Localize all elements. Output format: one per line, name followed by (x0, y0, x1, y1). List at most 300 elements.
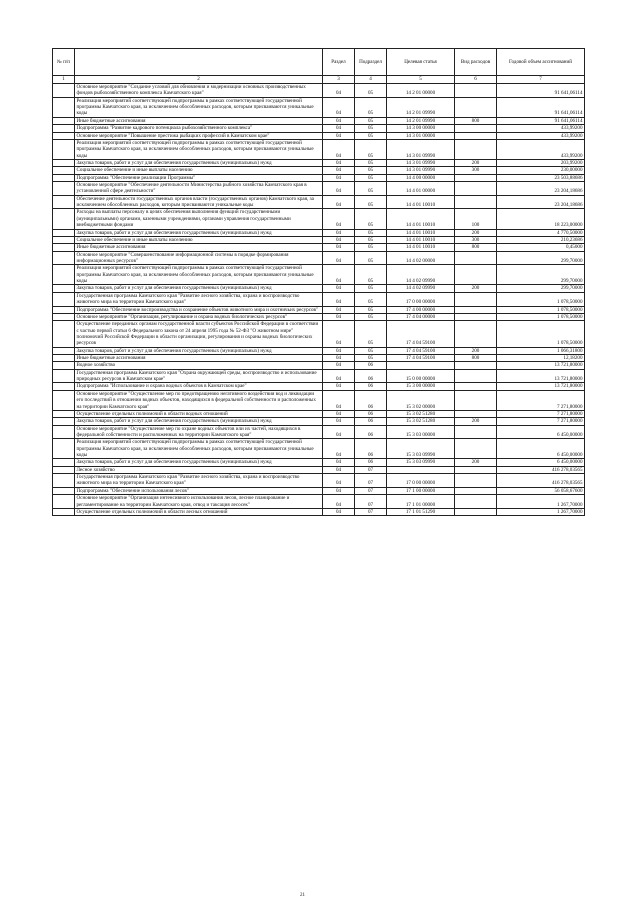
cell-expense-type: 200 (455, 347, 497, 354)
cell-expense-type (455, 474, 497, 488)
cell-name: Лесное хозяйство (75, 466, 323, 473)
cell-num (53, 362, 75, 369)
cell-section: 04 (323, 383, 355, 390)
column-number: 5 (387, 76, 455, 84)
cell-num (53, 265, 75, 285)
cell-expense-type (455, 251, 497, 265)
cell-expense-type: 100 (455, 209, 497, 229)
cell-amount: 416 278,03565 (497, 466, 585, 473)
cell-section: 04 (323, 390, 355, 410)
cell-amount: 13 721,80000 (497, 369, 585, 383)
table-row (53, 508, 585, 515)
cell-expense-type (455, 321, 497, 347)
cell-subsection: 05 (355, 244, 387, 251)
cell-article: 14 4 00 00000 (387, 174, 455, 181)
table-row (53, 182, 585, 196)
cell-section: 04 (323, 97, 355, 117)
cell-amount: 433,99200 (497, 125, 585, 132)
cell-subsection: 05 (355, 174, 387, 181)
cell-section: 04 (323, 132, 355, 139)
cell-subsection: 06 (355, 418, 387, 425)
cell-name: Реализация мероприятий соответствующей подпрограммы в рамках соответствующей государственной программы Камчатского края, за исключением обособленных расходов, которым присваиваются уникальные коды (75, 439, 323, 459)
cell-subsection: 07 (355, 474, 387, 488)
cell-amount: 7 271,80000 (497, 410, 585, 417)
cell-amount: 0,45000 (497, 244, 585, 251)
cell-expense-type: 200 (455, 418, 497, 425)
cell-expense-type (455, 390, 497, 410)
cell-article: 15 3 02 00000 (387, 390, 455, 410)
cell-num (53, 313, 75, 320)
cell-amount: 230,00000 (497, 167, 585, 174)
cell-section: 04 (323, 306, 355, 313)
cell-section: 04 (323, 125, 355, 132)
cell-subsection: 06 (355, 439, 387, 459)
column-number: 3 (323, 76, 355, 84)
cell-subsection: 06 (355, 383, 387, 390)
cell-section: 04 (323, 244, 355, 251)
cell-num (53, 495, 75, 509)
column-number: 1 (53, 76, 75, 84)
cell-section: 04 (323, 229, 355, 236)
cell-subsection: 06 (355, 459, 387, 466)
cell-num (53, 459, 75, 466)
cell-name: Закупка товаров, работ и услуг для обеспечения государственных (муниципальных) нужд (75, 418, 323, 425)
cell-num (53, 195, 75, 209)
column-number: 7 (497, 76, 585, 84)
cell-article: 14 4 01 10010 (387, 209, 455, 229)
table-row (53, 347, 585, 354)
cell-section: 04 (323, 495, 355, 509)
cell-amount: 56 058,67600 (497, 487, 585, 494)
cell-num (53, 466, 75, 473)
column-number: 4 (355, 76, 387, 84)
cell-num (53, 285, 75, 292)
table-row (53, 390, 585, 410)
cell-subsection: 05 (355, 182, 387, 196)
cell-subsection: 05 (355, 97, 387, 117)
cell-expense-type: 800 (455, 117, 497, 124)
cell-expense-type (455, 466, 497, 473)
table-row (53, 292, 585, 306)
cell-article: 14 3 01 09990 (387, 159, 455, 166)
column-number-row (53, 76, 585, 84)
cell-amount: 203,99200 (497, 159, 585, 166)
table-row (53, 132, 585, 139)
table-row (53, 362, 585, 369)
cell-expense-type (455, 439, 497, 459)
cell-amount: 13 721,80000 (497, 383, 585, 390)
cell-article: 15 3 03 09990 (387, 459, 455, 466)
cell-amount: 18 223,00000 (497, 209, 585, 229)
cell-num (53, 182, 75, 196)
cell-section: 04 (323, 285, 355, 292)
cell-expense-type: 200 (455, 459, 497, 466)
cell-num (53, 229, 75, 236)
cell-expense-type: 200 (455, 159, 497, 166)
cell-num (53, 474, 75, 488)
cell-name: Иные бюджетные ассигнования (75, 355, 323, 362)
cell-expense-type (455, 195, 497, 209)
cell-expense-type (455, 369, 497, 383)
cell-name: Иные бюджетные ассигнования (75, 117, 323, 124)
cell-article: 17 4 04 00000 (387, 313, 455, 320)
column-number: 6 (455, 76, 497, 84)
cell-amount: 91 641,06114 (497, 84, 585, 98)
cell-expense-type (455, 495, 497, 509)
cell-amount: 1 078,50000 (497, 306, 585, 313)
cell-name: Основное мероприятие "Организация интенсивного использования лесов, лесное планирование и регламентирование на территории Камчатского края, отвод и таксация лесосек" (75, 495, 323, 509)
cell-subsection: 06 (355, 410, 387, 417)
cell-expense-type: 800 (455, 355, 497, 362)
cell-subsection: 05 (355, 159, 387, 166)
cell-name: Закупка товаров, работ и услуг для обеспечения государственных (муниципальных) нужд (75, 229, 323, 236)
table-row (53, 97, 585, 117)
cell-section: 04 (323, 236, 355, 243)
cell-num (53, 132, 75, 139)
cell-name: Реализация мероприятий соответствующей подпрограммы в рамках соответствующей государственной программы Камчатского края, за исключением обособленных расходов, которым присваиваются уникальные коды (75, 139, 323, 159)
cell-article: 14 4 02 00000 (387, 251, 455, 265)
cell-expense-type: 200 (455, 229, 497, 236)
header-name (75, 49, 323, 76)
cell-name: Закупка товаров, работ и услуг для обеспечения государственных (муниципальных) нужд (75, 285, 323, 292)
table-row (53, 209, 585, 229)
cell-subsection: 06 (355, 390, 387, 410)
cell-section: 04 (323, 195, 355, 209)
cell-expense-type (455, 265, 497, 285)
table-row (53, 410, 585, 417)
table-row (53, 383, 585, 390)
cell-section: 04 (323, 362, 355, 369)
cell-name: Обеспечение деятельности государственных органов власти (государственных органов) Камчатского края, за исключением обособленных расходов, которым присваиваются уникальные коды (75, 195, 323, 209)
cell-article: 14 4 01 10010 (387, 229, 455, 236)
cell-amount: 13 721,80000 (497, 362, 585, 369)
cell-section: 04 (323, 84, 355, 98)
cell-num (53, 251, 75, 265)
cell-expense-type (455, 84, 497, 98)
cell-amount: 433,99200 (497, 139, 585, 159)
cell-article: 15 3 02 51280 (387, 410, 455, 417)
cell-expense-type (455, 139, 497, 159)
cell-name: Закупка товаров, работ и услуг для обеспечения государственных (муниципальных) нужд (75, 159, 323, 166)
cell-article: 14 3 01 09990 (387, 167, 455, 174)
cell-article (387, 466, 455, 473)
cell-amount: 4 770,50000 (497, 229, 585, 236)
cell-name: Закупка товаров, работ и услуг для обеспечения государственных (муниципальных) нужд (75, 347, 323, 354)
cell-num (53, 159, 75, 166)
cell-amount: 416 278,03565 (497, 474, 585, 488)
cell-article: 17 0 00 00000 (387, 292, 455, 306)
cell-name: Иные бюджетные ассигнования (75, 244, 323, 251)
cell-article: 15 3 03 00000 (387, 425, 455, 439)
header-section: Раздел (323, 49, 355, 76)
cell-article: 14 3 00 00000 (387, 125, 455, 132)
cell-article: 17 4 00 00000 (387, 306, 455, 313)
cell-num (53, 209, 75, 229)
cell-article: 14 3 01 00000 (387, 132, 455, 139)
cell-section: 04 (323, 321, 355, 347)
cell-article (387, 362, 455, 369)
cell-section: 04 (323, 313, 355, 320)
cell-expense-type (455, 306, 497, 313)
table-row (53, 244, 585, 251)
cell-expense-type (455, 174, 497, 181)
table-row (53, 474, 585, 488)
cell-expense-type (455, 292, 497, 306)
cell-num (53, 355, 75, 362)
cell-expense-type: 300 (455, 167, 497, 174)
cell-amount: 1 066,31800 (497, 347, 585, 354)
cell-section: 04 (323, 508, 355, 515)
cell-name: Основное мероприятие "Создание условий для обновления и модернизации основных производственных фондов рыбохозяйственного комплекса Камчатского края" (75, 84, 323, 98)
cell-amount: 23 204,18686 (497, 182, 585, 196)
cell-num (53, 410, 75, 417)
cell-section: 04 (323, 459, 355, 466)
cell-amount: 6 450,00000 (497, 459, 585, 466)
cell-section: 04 (323, 347, 355, 354)
cell-name: Основное мероприятие "Обеспечение деятельности Министерства рыбного хозяйства Камчатского края в установленной сфере деятельности" (75, 182, 323, 196)
cell-subsection: 05 (355, 236, 387, 243)
cell-name: Основное мероприятие "Осуществление мер по предотвращению негативного воздействия вод и ликвидации его последствий в отношении водных объектов, находящихся в федеральной собственности и расположенных на территории Камчатского края" (75, 390, 323, 410)
cell-article: 17 4 04 59100 (387, 321, 455, 347)
cell-num (53, 125, 75, 132)
cell-num (53, 292, 75, 306)
cell-section: 04 (323, 425, 355, 439)
cell-article: 17 1 00 00000 (387, 487, 455, 494)
cell-name: Закупка товаров, работ и услуг для обеспечения государственных (муниципальных) нужд (75, 459, 323, 466)
cell-name: Государственная программа Камчатского края "Развитие лесного хозяйства, охрана и воспроизводство животного мира на территории Камчатского края" (75, 292, 323, 306)
cell-section: 04 (323, 466, 355, 473)
header-num: № п/п (53, 49, 75, 76)
cell-name: Водное хозяйство (75, 362, 323, 369)
cell-article: 14 4 02 09990 (387, 265, 455, 285)
cell-subsection: 05 (355, 292, 387, 306)
cell-name: Основное мероприятие "Осуществление мер по охране водных объектов или их частей, находящихся в федеральной собственности и расположенных на территории Камчатского края" (75, 425, 323, 439)
cell-subsection: 05 (355, 265, 387, 285)
table-row (53, 236, 585, 243)
cell-subsection: 05 (355, 321, 387, 347)
cell-num (53, 439, 75, 459)
cell-name: Основное мероприятие "Повышение престижа рыбацких профессий в Камчатском крае" (75, 132, 323, 139)
table-row (53, 439, 585, 459)
cell-expense-type (455, 362, 497, 369)
cell-amount: 1 078,50000 (497, 313, 585, 320)
cell-expense-type: 200 (455, 285, 497, 292)
cell-subsection: 07 (355, 466, 387, 473)
cell-article: 14 2 01 09990 (387, 97, 455, 117)
table-row (53, 313, 585, 320)
cell-name: Подпрограмма "Обеспечение реализации Программы" (75, 174, 323, 181)
cell-subsection: 05 (355, 84, 387, 98)
cell-amount: 6 450,00000 (497, 425, 585, 439)
cell-subsection: 07 (355, 508, 387, 515)
cell-name: Подпрограмма "Обеспечение использования лесов" (75, 487, 323, 494)
cell-article: 14 3 01 09990 (387, 139, 455, 159)
cell-expense-type (455, 487, 497, 494)
header-amount: Годовой объем ассигнований (497, 49, 585, 76)
cell-amount: 299,70000 (497, 265, 585, 285)
cell-article: 14 4 01 10010 (387, 195, 455, 209)
cell-num (53, 487, 75, 494)
table-row (53, 355, 585, 362)
cell-article: 17 4 04 59100 (387, 347, 455, 354)
cell-name: Реализация мероприятий соответствующей подпрограммы в рамках соответствующей государственной программы Камчатского края, за исключением обособленных расходов, которым присваиваются уникальные коды (75, 97, 323, 117)
cell-article: 15 0 00 00000 (387, 369, 455, 383)
table-row (53, 495, 585, 509)
cell-amount: 91 641,06114 (497, 117, 585, 124)
cell-section: 04 (323, 167, 355, 174)
table-row (53, 139, 585, 159)
cell-expense-type (455, 383, 497, 390)
cell-section: 04 (323, 474, 355, 488)
cell-name: Расходы на выплаты персоналу в целях обеспечения выполнения функций государственными (муниципальными) органами, казенными учреждениями, органами управления государственными внебюджетными фондами (75, 209, 323, 229)
cell-amount: 299,70000 (497, 285, 585, 292)
cell-subsection: 05 (355, 209, 387, 229)
cell-amount: 299,70000 (497, 251, 585, 265)
cell-subsection: 06 (355, 362, 387, 369)
cell-name: Основное мероприятие "Организация, регулирование и охрана водных биологических ресурсов" (75, 313, 323, 320)
cell-num (53, 418, 75, 425)
table-row (53, 425, 585, 439)
cell-subsection: 06 (355, 425, 387, 439)
cell-amount: 23 503,88686 (497, 174, 585, 181)
cell-subsection: 05 (355, 306, 387, 313)
cell-expense-type (455, 132, 497, 139)
cell-section: 04 (323, 251, 355, 265)
cell-section: 04 (323, 418, 355, 425)
cell-subsection: 05 (355, 229, 387, 236)
cell-article: 14 4 02 09990 (387, 285, 455, 292)
cell-section: 04 (323, 369, 355, 383)
cell-num (53, 244, 75, 251)
header-subsection: Подраздел (355, 49, 387, 76)
cell-expense-type: 800 (455, 244, 497, 251)
cell-article: 14 4 01 10010 (387, 244, 455, 251)
cell-subsection: 05 (355, 125, 387, 132)
cell-section: 04 (323, 439, 355, 459)
cell-amount: 91 641,06114 (497, 97, 585, 117)
cell-subsection: 05 (355, 117, 387, 124)
cell-name: Государственная программа Камчатского края "Развитие лесного хозяйства, охрана и воспроизводство животного мира на территории Камчатского края" (75, 474, 323, 488)
cell-name: Социальное обеспечение и иные выплаты населению (75, 236, 323, 243)
cell-expense-type (455, 313, 497, 320)
cell-amount: 1 267,70000 (497, 508, 585, 515)
cell-section: 04 (323, 265, 355, 285)
cell-expense-type (455, 125, 497, 132)
cell-expense-type (455, 410, 497, 417)
cell-amount: 210,23686 (497, 236, 585, 243)
table-header (53, 49, 585, 84)
cell-subsection: 05 (355, 347, 387, 354)
cell-amount: 7 271,80000 (497, 418, 585, 425)
cell-section: 04 (323, 355, 355, 362)
table-row (53, 466, 585, 473)
cell-subsection: 07 (355, 487, 387, 494)
cell-subsection: 05 (355, 139, 387, 159)
cell-section: 04 (323, 292, 355, 306)
cell-name: Подпрограмма "Развитие кадрового потенциала рыбохозяйственного комплекса" (75, 125, 323, 132)
cell-subsection: 05 (355, 251, 387, 265)
cell-amount: 23 204,18686 (497, 195, 585, 209)
cell-amount: 7 271,80000 (497, 390, 585, 410)
cell-expense-type (455, 508, 497, 515)
cell-amount: 12,18200 (497, 355, 585, 362)
cell-name: Осуществление отдельных полномочий в области водных отношений (75, 410, 323, 417)
cell-amount: 1 078,50000 (497, 321, 585, 347)
table-row (53, 229, 585, 236)
cell-article: 15 3 03 09990 (387, 439, 455, 459)
cell-num (53, 425, 75, 439)
cell-name: Основное мероприятие "Совершенствование информационной системы в порядке формирования информационных ресурсов" (75, 251, 323, 265)
page-number: 21 (300, 893, 305, 898)
cell-amount: 433,99200 (497, 132, 585, 139)
cell-section: 04 (323, 139, 355, 159)
cell-subsection: 05 (355, 313, 387, 320)
table-row (53, 418, 585, 425)
cell-article: 15 3 02 51280 (387, 418, 455, 425)
table-row (53, 125, 585, 132)
cell-subsection: 05 (355, 132, 387, 139)
cell-num (53, 139, 75, 159)
cell-section: 04 (323, 182, 355, 196)
cell-section: 04 (323, 159, 355, 166)
table-row (53, 251, 585, 265)
cell-article: 14 4 01 00000 (387, 182, 455, 196)
header-article: Целевая статья (387, 49, 455, 76)
cell-num (53, 97, 75, 117)
cell-article: 15 3 00 00000 (387, 383, 455, 390)
cell-article: 14 2 01 09990 (387, 117, 455, 124)
cell-amount: 6 450,00000 (497, 439, 585, 459)
cell-name: Государственная программа Камчатского края "Охрана окружающей среды, воспроизводство и использование природных ресурсов в Камчатском крае" (75, 369, 323, 383)
cell-num (53, 167, 75, 174)
cell-name: Реализация мероприятий соответствующей подпрограммы в рамках соответствующей государственной программы Камчатского края, за исключением обособленных расходов, которым присваиваются уникальные коды (75, 265, 323, 285)
column-number: 2 (75, 76, 323, 84)
cell-num (53, 84, 75, 98)
table-row (53, 265, 585, 285)
cell-article: 17 1 01 00000 (387, 495, 455, 509)
cell-section: 04 (323, 410, 355, 417)
table-row (53, 159, 585, 166)
table-body (53, 84, 585, 516)
cell-article: 17 1 01 51290 (387, 508, 455, 515)
table-row (53, 117, 585, 124)
cell-subsection: 05 (355, 285, 387, 292)
cell-name: Осуществление отдельных полномочий в области лесных отношений (75, 508, 323, 515)
cell-expense-type (455, 97, 497, 117)
table-row (53, 306, 585, 313)
table-row (53, 459, 585, 466)
table-row (53, 369, 585, 383)
cell-name: Подпрограмма "Использование и охрана водных объектов в Камчатском крае" (75, 383, 323, 390)
cell-section: 04 (323, 174, 355, 181)
cell-article: 17 4 04 59100 (387, 355, 455, 362)
cell-name: Социальное обеспечение и иные выплаты населению (75, 167, 323, 174)
cell-num (53, 369, 75, 383)
cell-subsection: 05 (355, 167, 387, 174)
table-row (53, 285, 585, 292)
cell-article: 14 2 01 00000 (387, 84, 455, 98)
cell-num (53, 306, 75, 313)
table-row (53, 321, 585, 347)
cell-num (53, 508, 75, 515)
cell-num (53, 383, 75, 390)
cell-num (53, 347, 75, 354)
cell-subsection: 05 (355, 355, 387, 362)
header-expense-type: Вид расходов (455, 49, 497, 76)
cell-article: 14 4 01 10010 (387, 236, 455, 243)
cell-num (53, 117, 75, 124)
table-row (53, 167, 585, 174)
